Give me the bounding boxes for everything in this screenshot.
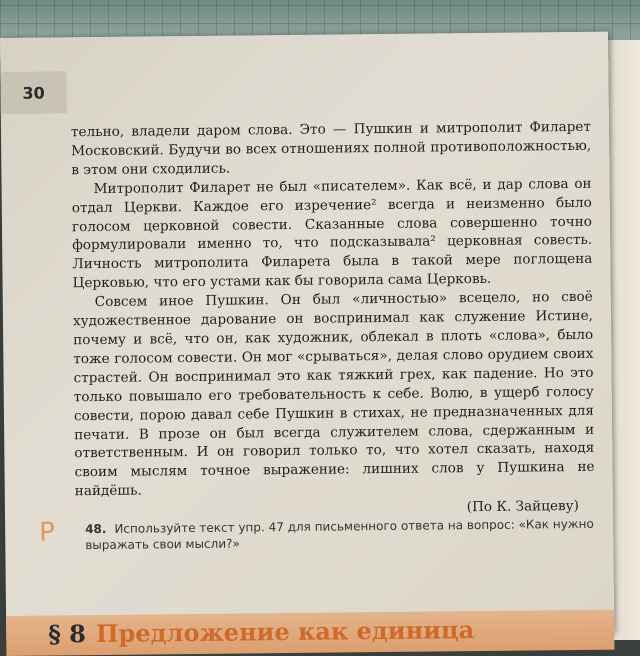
section-title: Предложение как единица: [95, 615, 475, 649]
section-number: § 8: [48, 619, 87, 649]
page-number: 30: [0, 71, 66, 114]
exercise-48: [35, 516, 595, 554]
exercise-body: Используйте текст упр. 47 для письменного ответа на вопрос: «Как нужно выражать свои мысли?»: [85, 516, 594, 553]
speech-marker-icon: Р: [39, 517, 56, 548]
textbook-page: [0, 32, 614, 649]
paragraph-3: Совсем иное Пушкин. Он был «личностью» всецело, но своё художественное дарование он воспринимал как служение Истине, почему и всё, что он, как художник, облекал в плоть «слова», было тоже голосом совести. Он мог «срываться», делая слово орудием своих страстей. Он воспринимал это как тяжкий грех, как падение. Но это только повышало его требовательность к себе. Волю, в ущерб голосу совести, порою давал себе Пушкин в стихах, не предназначенных для печати. В прозе он был всегда служителем слова, сдержанным и ответственным. И он говорил только то, что хотел сказать, находя своим мыслям точное выражение: лишних слов у Пушкина не найдёшь.: [72, 288, 595, 500]
paragraph-2: Митрополит Филарет не был «писателем». Как всё, и дар слова он отдал Церкви. Каждое его изречение² всегда и неизменно было голосом церковной совести. Сказанные слова совершенно точно формулировали именно то, что подсказывала² церковная совесть. Личность митрополита Филарета была в такой мере поглощена Церковью, что его устами как бы говорила сама Церковь.: [71, 175, 593, 292]
attribution: (По К. Зайцеву): [466, 498, 580, 516]
main-text: [71, 118, 595, 521]
exercise-text: [85, 516, 595, 553]
section-heading: [48, 615, 474, 648]
exercise-number: 48.: [85, 521, 107, 537]
paragraph-1: тельно, владели даром слова. Это — Пушкин и митрополит Филарет Московский. Будучи во всех отношениях полной противоположностью, в этом они сходились.: [70, 118, 592, 179]
